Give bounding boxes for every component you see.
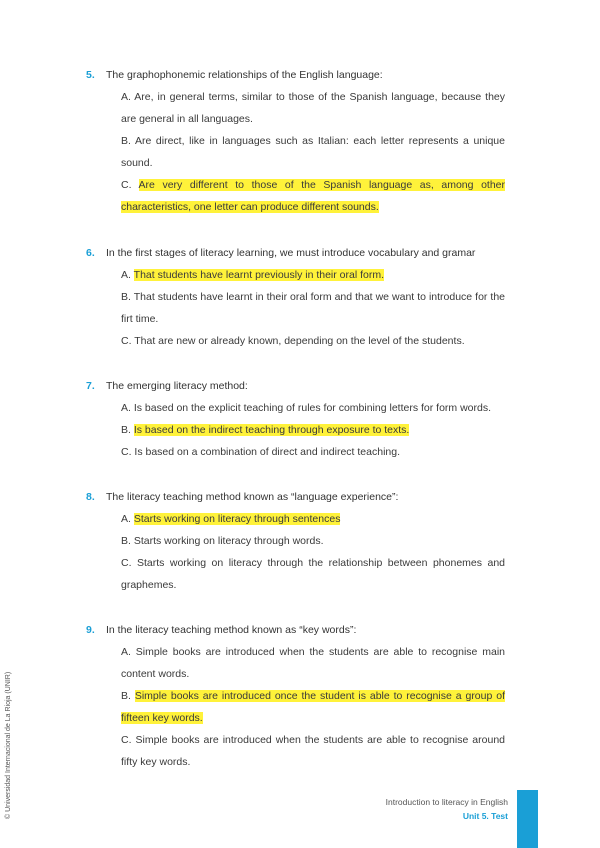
question-7 [86, 375, 516, 463]
footer-course-title: Introduction to literacy in English [385, 797, 508, 807]
question-9 [86, 619, 516, 773]
option-b [121, 419, 505, 441]
option-prefix: A. [121, 269, 134, 281]
option-c [121, 174, 505, 218]
option-c: C. Starts working on literacy through the relationship between phonemes and graphemes. [121, 557, 505, 591]
option-a [121, 264, 505, 286]
question-text: The literacy teaching method known as “language experience”: [106, 491, 399, 503]
footer-unit-label: Unit 5. Test [462, 811, 508, 821]
question-text: The graphophonemic relationships of the English language: [106, 69, 383, 81]
option-a: A. Is based on the explicit teaching of rules for combining letters for form words. [121, 402, 492, 414]
highlighted-answer: Simple books are introduced once the student is able to recognise a group of fifteen key words. [121, 690, 505, 724]
question-6 [86, 242, 516, 352]
option-prefix: C. [121, 179, 139, 191]
option-b: B. Starts working on literacy through words. [121, 535, 324, 547]
option-prefix: B. [121, 690, 135, 702]
question-5 [86, 64, 516, 218]
option-c: C. Is based on a combination of direct and indirect teaching. [121, 446, 400, 458]
highlighted-answer: Starts working on literacy through sentences [133, 513, 341, 525]
option-b: B. Are direct, like in languages such as Italian: each letter represents a unique sound. [121, 135, 505, 169]
option-c: C. That are new or already known, depending on the level of the students. [121, 335, 465, 347]
copyright-side-text: © Universidad Internacional de La Rioja (UNIR) [5, 671, 12, 819]
page-footer [386, 795, 508, 823]
highlighted-answer: Is based on the indirect teaching through exposure to texts. [133, 424, 410, 436]
option-prefix: A. [121, 513, 134, 525]
question-text: The emerging literacy method: [106, 380, 248, 392]
option-b [121, 685, 505, 729]
question-8 [86, 486, 516, 596]
question-number: 6. [86, 247, 95, 259]
question-number: 5. [86, 69, 95, 81]
option-prefix: B. [121, 424, 134, 436]
option-b: B. That students have learnt in their oral form and that we want to introduce for the firt time. [121, 291, 505, 325]
option-a: A. Simple books are introduced when the students are able to recognise main content words. [121, 646, 505, 680]
question-number: 9. [86, 624, 95, 636]
highlighted-answer: Are very different to those of the Spanish language as, among other characteristics, one letter can produce different sounds. [121, 179, 506, 213]
highlighted-answer: That students have learnt previously in their oral form. [133, 269, 385, 281]
footer-accent-bar [517, 790, 538, 848]
question-text: In the literacy teaching method known as “key words”: [106, 624, 357, 636]
question-number: 7. [86, 380, 95, 392]
question-number: 8. [86, 491, 95, 503]
option-a [121, 508, 505, 530]
option-a: A. Are, in general terms, similar to those of the Spanish language, because they are general in all languages. [121, 91, 505, 125]
option-c: C. Simple books are introduced when the students are able to recognise around fifty key words. [121, 734, 505, 768]
question-text: In the first stages of literacy learning, we must introduce vocabulary and gramar [106, 247, 476, 259]
